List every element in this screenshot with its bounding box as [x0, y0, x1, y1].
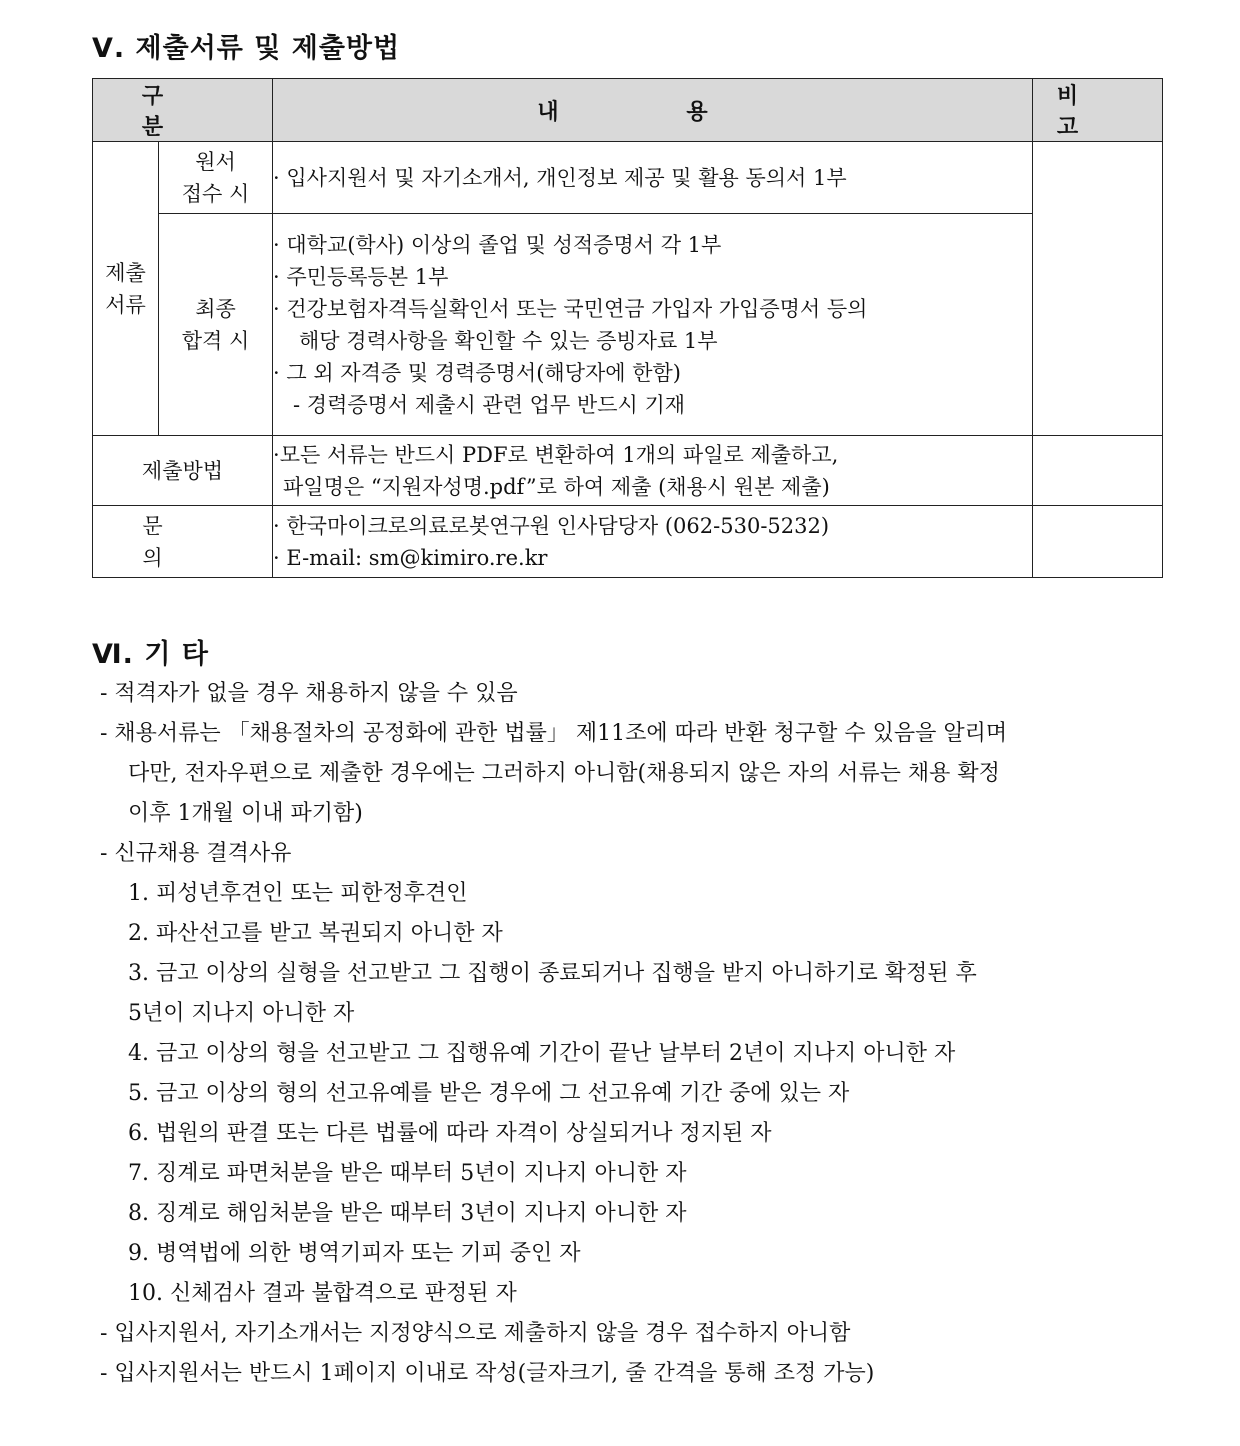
apply-label: 원서 접수 시	[159, 142, 273, 214]
note-item: - 입사지원서는 반드시 1페이지 이내로 작성(글자크기, 줄 간격을 통해 조정 가능)	[100, 1361, 875, 1386]
disqualification-item: 1. 피성년후견인 또는 피한정후견인	[128, 881, 468, 906]
note-item: - 적격자가 없을 경우 채용하지 않을 수 있음	[100, 681, 518, 706]
disqualification-item: 2. 파산선고를 받고 복권되지 아니한 자	[128, 921, 503, 946]
section-6-title: Ⅵ. 기 타	[92, 639, 209, 670]
table-row-final	[93, 214, 1163, 436]
header-content: 내 용	[273, 79, 1033, 142]
final-content: · 대학교(학사) 이상의 졸업 및 성적증명서 각 1부 · 주민등록등본 1부 · 건강보험자격득실확인서 또는 국민연금 가입자 가입증명서 등의 해당 경력사항을 확인할 수 있는 증빙자료 1부 · 그 외 자격증 및 경력증명서(해당자에 한함) - 경력증명서 제출시 관련 업무 반드시 기재	[273, 214, 1033, 436]
method-label: 제출방법	[93, 436, 273, 506]
submission-table	[92, 78, 1163, 578]
disqualification-item: 7. 징계로 파면처분을 받은 때부터 5년이 지나지 아니한 자	[128, 1161, 687, 1186]
table-header-row	[93, 79, 1163, 142]
disqualification-item: 6. 법원의 판결 또는 다른 법률에 따라 자격이 상실되거나 정지된 자	[128, 1121, 772, 1146]
disqualification-item: 5. 금고 이상의 형의 선고유예를 받은 경우에 그 선고유예 기간 중에 있는 자	[128, 1081, 850, 1106]
section-5-title: Ⅴ. 제출서류 및 제출방법	[92, 33, 401, 64]
other-notes	[100, 674, 1160, 1394]
header-category: 구 분	[93, 79, 273, 142]
remarks-cell-method	[1033, 436, 1163, 506]
disqualification-item-cont: 5년이 지나지 아니한 자	[128, 1001, 355, 1026]
apply-content: · 입사지원서 및 자기소개서, 개인정보 제공 및 활용 동의서 1부	[273, 142, 1033, 214]
table-row-apply	[93, 142, 1163, 214]
final-label: 최종 합격 시	[159, 214, 273, 436]
remarks-cell-docs	[1033, 142, 1163, 436]
disqualification-item: 8. 징계로 해임처분을 받은 때부터 3년이 지나지 아니한 자	[128, 1201, 687, 1226]
remarks-cell-inquiry	[1033, 506, 1163, 578]
table-row-inquiry	[93, 506, 1163, 578]
disqualification-item: 9. 병역법에 의한 병역기피자 또는 기피 중인 자	[128, 1241, 581, 1266]
inquiry-content: · 한국마이크로의료로봇연구원 인사담당자 (062-530-5232) · E-mail: sm@kimiro.re.kr	[273, 506, 1033, 578]
doc-group-label: 제출 서류	[93, 142, 159, 436]
table-row-method	[93, 436, 1163, 506]
disqualification-item: 3. 금고 이상의 실형을 선고받고 그 집행이 종료되거나 집행을 받지 아니하기로 확정된 후	[128, 961, 977, 986]
disqualification-item: 4. 금고 이상의 형을 선고받고 그 집행유예 기간이 끝난 날부터 2년이 지나지 아니한 자	[128, 1041, 956, 1066]
inquiry-label: 문 의	[93, 506, 273, 578]
note-item-cont: 이후 1개월 이내 파기함)	[128, 801, 363, 826]
note-item-cont: 다만, 전자우편으로 제출한 경우에는 그러하지 아니함(채용되지 않은 자의 서류는 채용 확정	[128, 761, 1000, 786]
note-item: - 입사지원서, 자기소개서는 지정양식으로 제출하지 않을 경우 접수하지 아니함	[100, 1321, 851, 1346]
header-remarks: 비 고	[1033, 79, 1163, 142]
note-item: - 신규채용 결격사유	[100, 841, 292, 866]
note-item: - 채용서류는 「채용절차의 공정화에 관한 법률」 제11조에 따라 반환 청구할 수 있음을 알리며	[100, 721, 1008, 746]
method-content: ·모든 서류는 반드시 PDF로 변환하여 1개의 파일로 제출하고, 파일명은 “지원자성명.pdf”로 하여 제출 (채용시 원본 제출)	[273, 436, 1033, 506]
disqualification-item: 10. 신체검사 결과 불합격으로 판정된 자	[128, 1281, 517, 1306]
